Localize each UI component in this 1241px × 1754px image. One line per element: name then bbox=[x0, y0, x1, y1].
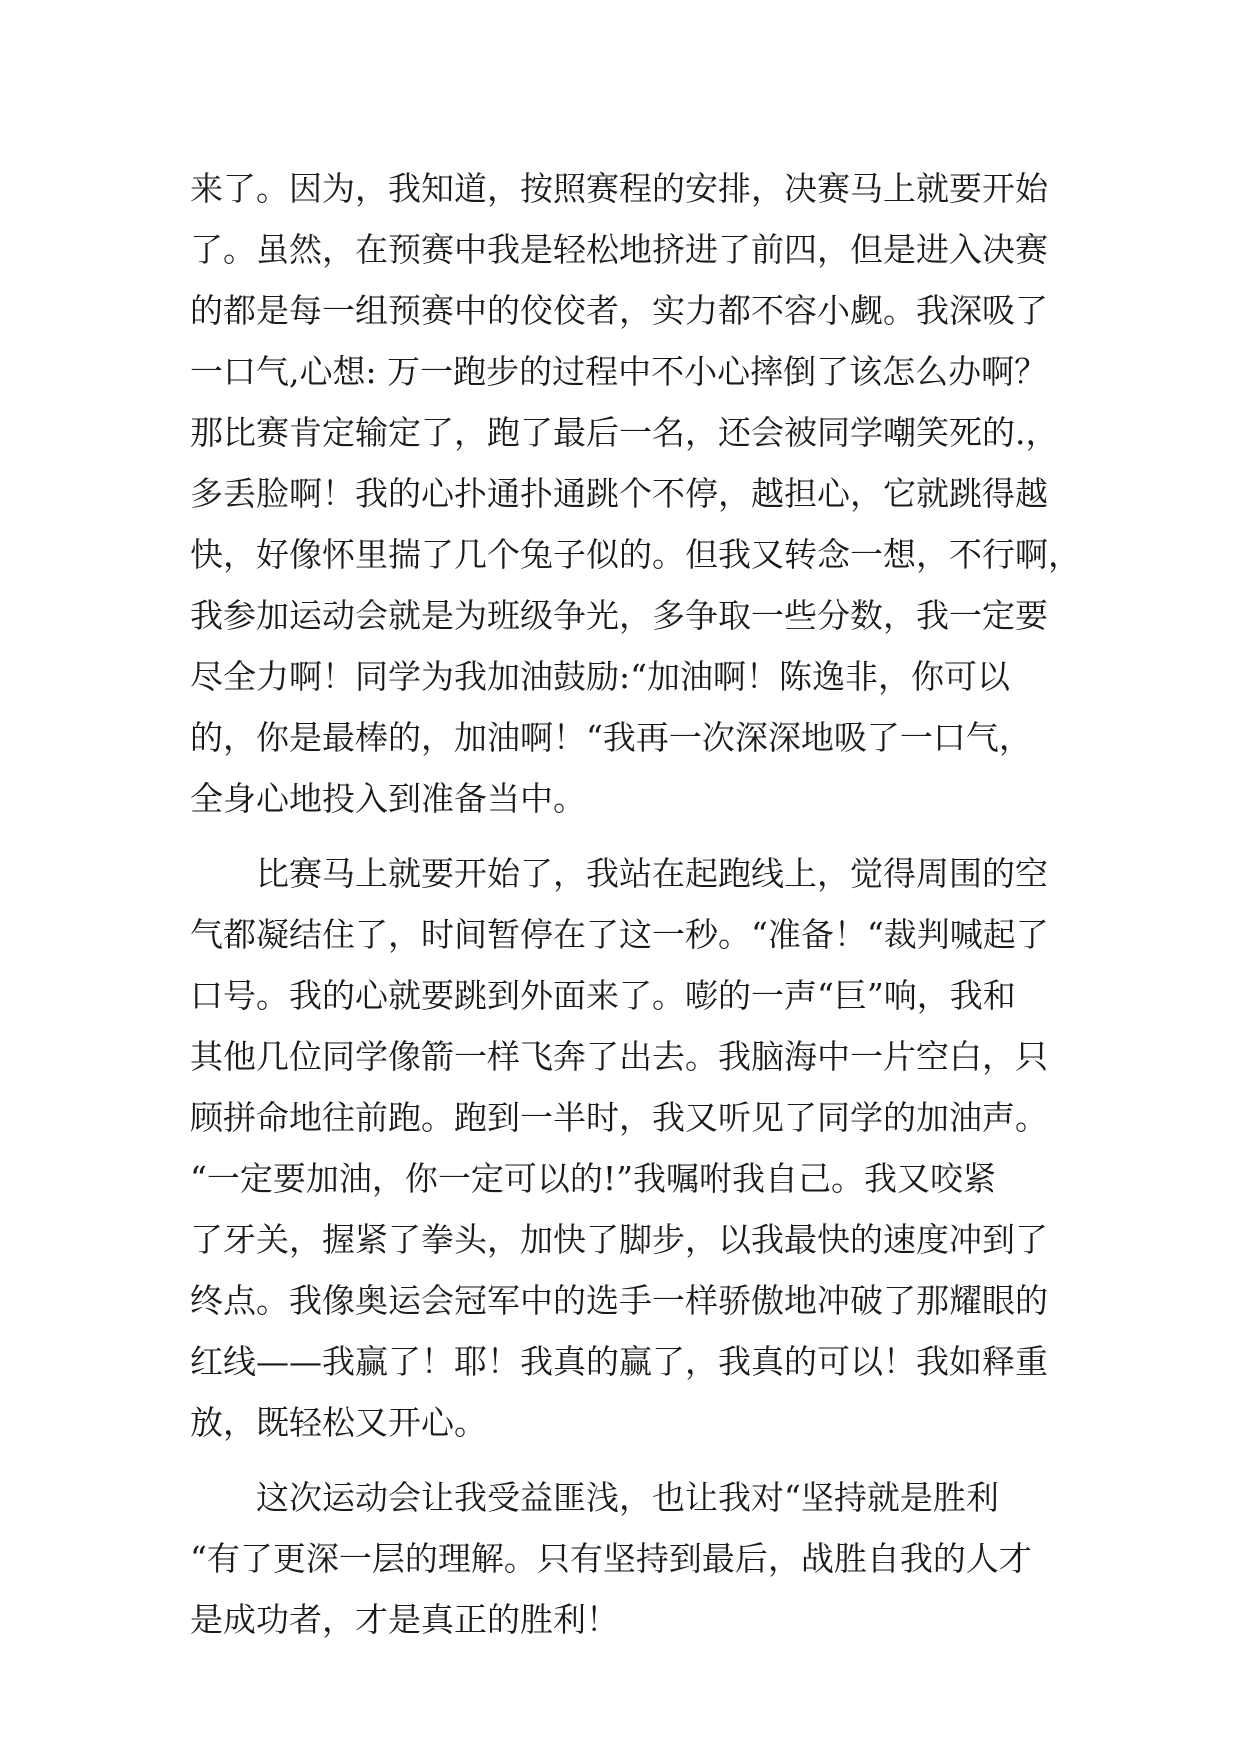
text-line: 我参加运动会就是为班级争光，多争取一些分数，我一定要 bbox=[190, 596, 1048, 635]
text-line: 一口气,心想: 万一跑步的过程中不小心摔倒了该怎么办啊？ bbox=[190, 352, 1048, 391]
text-line: 的，你是最棒的，加油啊！“我再一次深深地吸了一口气， bbox=[190, 718, 1032, 757]
paragraph-1 bbox=[190, 158, 1081, 829]
text-line: 全身心地投入到准备当中。 bbox=[190, 779, 586, 818]
text-line: 红线——我赢了！耶！我真的赢了，我真的可以！我如释重 bbox=[190, 1342, 1048, 1381]
text-line: 顾拼命地往前跑。跑到一半时，我又听见了同学的加油声。 bbox=[190, 1098, 1048, 1137]
text-line: “有了更深一层的理解。只有坚持到最后，战胜自我的人才 bbox=[190, 1539, 1032, 1578]
text-line: 多丢脸啊！我的心扑通扑通跳个不停，越担心，它就跳得越 bbox=[190, 474, 1048, 513]
text-line: 气都凝结住了，时间暂停在了这一秒。“准备！“裁判喊起了 bbox=[190, 915, 1049, 954]
text-line: 是成功者，才是真正的胜利！ bbox=[190, 1600, 619, 1639]
text-line: 快，好像怀里揣了几个兔子似的。但我又转念一想，不行啊， bbox=[190, 535, 1081, 574]
text-line: 放，既轻松又开心。 bbox=[190, 1403, 487, 1442]
text-line: 比赛马上就要开始了，我站在起跑线上，觉得周围的空 bbox=[190, 854, 1048, 893]
paragraph-3 bbox=[190, 1467, 1050, 1650]
paragraph-2 bbox=[190, 843, 1050, 1453]
document-body bbox=[190, 158, 1081, 1650]
text-line: 终点。我像奥运会冠军中的选手一样骄傲地冲破了那耀眼的 bbox=[190, 1281, 1048, 1320]
text-line: 尽全力啊！同学为我加油鼓励:“加油啊！陈逸非，你可以 bbox=[190, 657, 1010, 696]
text-line: 了牙关，握紧了拳头，加快了脚步，以我最快的速度冲到了 bbox=[190, 1220, 1048, 1259]
text-line: 的都是每一组预赛中的佼佼者，实力都不容小觑。我深吸了 bbox=[190, 291, 1048, 330]
text-line: 其他几位同学像箭一样飞奔了出去。我脑海中一片空白，只 bbox=[190, 1037, 1048, 1076]
text-line: 口号。我的心就要跳到外面来了。嘭的一声“巨”响，我和 bbox=[190, 976, 1016, 1015]
paragraph-spacer bbox=[190, 829, 1050, 843]
text-line: 这次运动会让我受益匪浅，也让我对“坚持就是胜利 bbox=[190, 1478, 999, 1517]
text-line: 那比赛肯定输定了，跑了最后一名，还会被同学嘲笑死的.， bbox=[190, 413, 1059, 452]
paragraph-spacer bbox=[190, 1453, 1050, 1467]
text-line: 来了。因为，我知道，按照赛程的安排，决赛马上就要开始 bbox=[190, 169, 1048, 208]
text-line: 了。虽然，在预赛中我是轻松地挤进了前四，但是进入决赛 bbox=[190, 230, 1048, 269]
text-line: “一定要加油，你一定可以的!”我嘱咐我自己。我又咬紧 bbox=[190, 1159, 997, 1198]
